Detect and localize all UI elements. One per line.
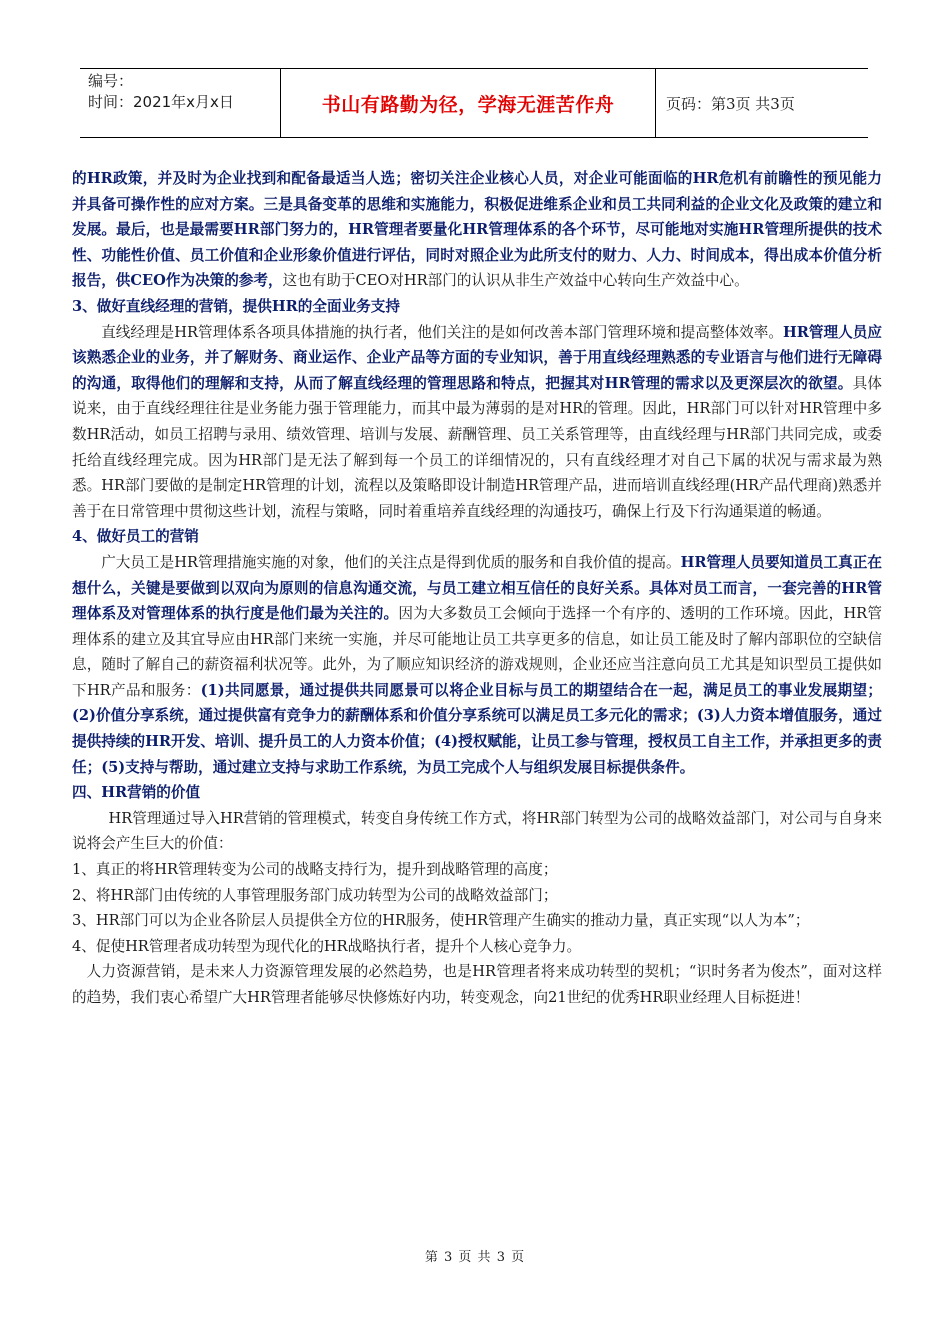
section-3-lead: 直线经理是HR管理体系各项具体措施的执行者，他们关注的是如何改善本部门管理环境和提高整体效率。	[101, 323, 783, 341]
header-page-label: 页码：第3页 共3页	[666, 94, 795, 113]
list-item: 1、真正的将HR管理转变为公司的战略支持行为，提升到战略管理的高度；	[72, 861, 558, 879]
page-footer: 第 3 页 共 3 页	[424, 1250, 526, 1265]
number-label: 编号：	[88, 72, 134, 90]
section-4-paragraph	[72, 550, 882, 780]
header-motto: 书山有路勤为径，学海无涯苦作舟	[321, 93, 615, 116]
section-4-bold-1: HR管理人员要知道员工真正在想什么，关键是要做到以双向为原则的信息沟通交流，与员工建立相互信任的良好关系。具体对员工而言，一套完善的HR管理体系及对管理体系的执行度是他们最为关注的。	[72, 553, 883, 623]
paragraph-continuation	[72, 166, 882, 294]
section-heading-3: 3、做好直线经理的营销，提供HR的全面业务支持	[72, 297, 400, 315]
paragraph-bold-text: 的HR政策，并及时为企业找到和配备最适当人选；密切关注企业核心人员，对企业可能面临的HR危机有前瞻性的预见能力并具备可操作性的应对方案。三是具备变革的思维和实施能力，积极促进维系企业和员工共同利益的企业文化及政策的建立和发展。最后，也是最需要HR部门努力的，HR管理者要量化HR管理体系的各个环节，尽可能地对实施HR管理所提供的技术性、功能性价值、员工价值和企业形象价值进行评估，同时对照企业为此所支付的财力、人力、时间成本，得出成本价值分析报告，供CEO作为决策的参考，	[72, 170, 882, 290]
section-4-middle: 因为大多数员工会倾向于选择一个有序的、透明的工作环境。因此，HR管理体系的建立及其宜导应由HR部门来统一实施，并尽可能地让员工共享更多的信息，如让员工能及时了解内部职位的空缺信息，随时了解自己的薪资福利状况等。此外，为了顺应知识经济的游戏规则，企业还应当注意向员工尤其是知识型员工提供如下HR产品和服务：	[72, 605, 882, 699]
section-3-paragraph	[72, 320, 882, 525]
list-item: 3、HR部门可以为企业各阶层人员提供全方位的HR服务，使HR管理产生确实的推动力量，真正实现“以人为本”；	[72, 912, 810, 930]
section-heading-4: 4、做好员工的营销	[72, 528, 199, 546]
section-3-rest: 具体说来，由于直线经理往往是业务能力强于管理能力，而其中最为薄弱的是对HR的管理。因此，HR部门可以针对HR管理中多数HR活动，如员工招聘与录用、绩效管理、培训与发展、薪酬管理、员工关系管理等，由直线经理与HR部门共同完成，或委托给直线经理完成。因为HR部门是无法了解到每一个员工的详细情况的，只有直线经理才对自己下属的状况与需求最为熟悉。HR部门要做的是制定HR管理的计划，流程以及策略即设计制造HR管理产品，进而培训直线经理(HR产品代理商)熟悉并善于在日常管理中贯彻这些计划，流程与策略，同时着重培养直线经理的沟通技巧，确保上行及下行沟通渠道的畅通。	[72, 374, 882, 520]
header-motto-cell	[280, 69, 656, 137]
paragraph-text: 这也有助于CEO对HR部门的认识从非生产效益中心转向生产效益中心。	[282, 272, 749, 290]
document-body	[72, 166, 882, 1011]
header-page-cell	[656, 69, 868, 137]
header-meta	[80, 69, 280, 137]
closing-paragraph: 人力资源营销，是未来人力资源管理发展的必然趋势，也是HR管理者将来成功转型的契机；“识时务者为俊杰”，面对这样的趋势，我们衷心希望广大HR管理者能够尽快修炼好内功，转变观念，向21世纪的优秀HR职业经理人目标挺进！	[72, 963, 882, 1006]
section-4-lead: 广大员工是HR管理措施实施的对象，他们的关注点是得到优质的服务和自我价值的提高。	[101, 553, 681, 571]
section-4-bold-2: (1)共同愿景，通过提供共同愿景可以将企业目标与员工的期望结合在一起，满足员工的事业发展期望；(2)价值分享系统，通过提供富有竞争力的薪酬体系和价值分享系统可以满足员工多元化的需求；(3)人力资本增值服务，通过提供持续的HR开发、培训、提升员工的人力资本价值；(4)授权赋能，让员工参与管理，授权员工自主工作，并承担更多的责任；(5)支持与帮助，通过建立支持与求助工作系统，为员工完成个人与组织发展目标提供条件。	[72, 681, 883, 776]
time-label: 时间：2021年x月x日	[88, 93, 234, 111]
list-item: 4、促使HR管理者成功转型为现代化的HR战略执行者，提升个人核心竞争力。	[72, 937, 582, 955]
list-item: 2、将HR部门由传统的人事管理服务部门成功转型为公司的战略效益部门；	[72, 886, 558, 904]
part-4-intro: HR管理通过导入HR营销的管理模式，转变自身传统工作方式，将HR部门转型为公司的战略效益部门，对公司与自身来说将会产生巨大的价值：	[72, 809, 882, 853]
part-4-heading: 四、HR营销的价值	[72, 784, 201, 802]
section-3-bold: HR管理人员应该熟悉企业的业务，并了解财务、商业运作、企业产品等方面的专业知识，善于用直线经理熟悉的专业语言与他们进行无障碍的沟通，取得他们的理解和支持，从而了解直线经理的管理思路和特点，把握其对HR管理的需求以及更深层次的欲望。	[72, 323, 882, 392]
document-header	[80, 68, 868, 138]
